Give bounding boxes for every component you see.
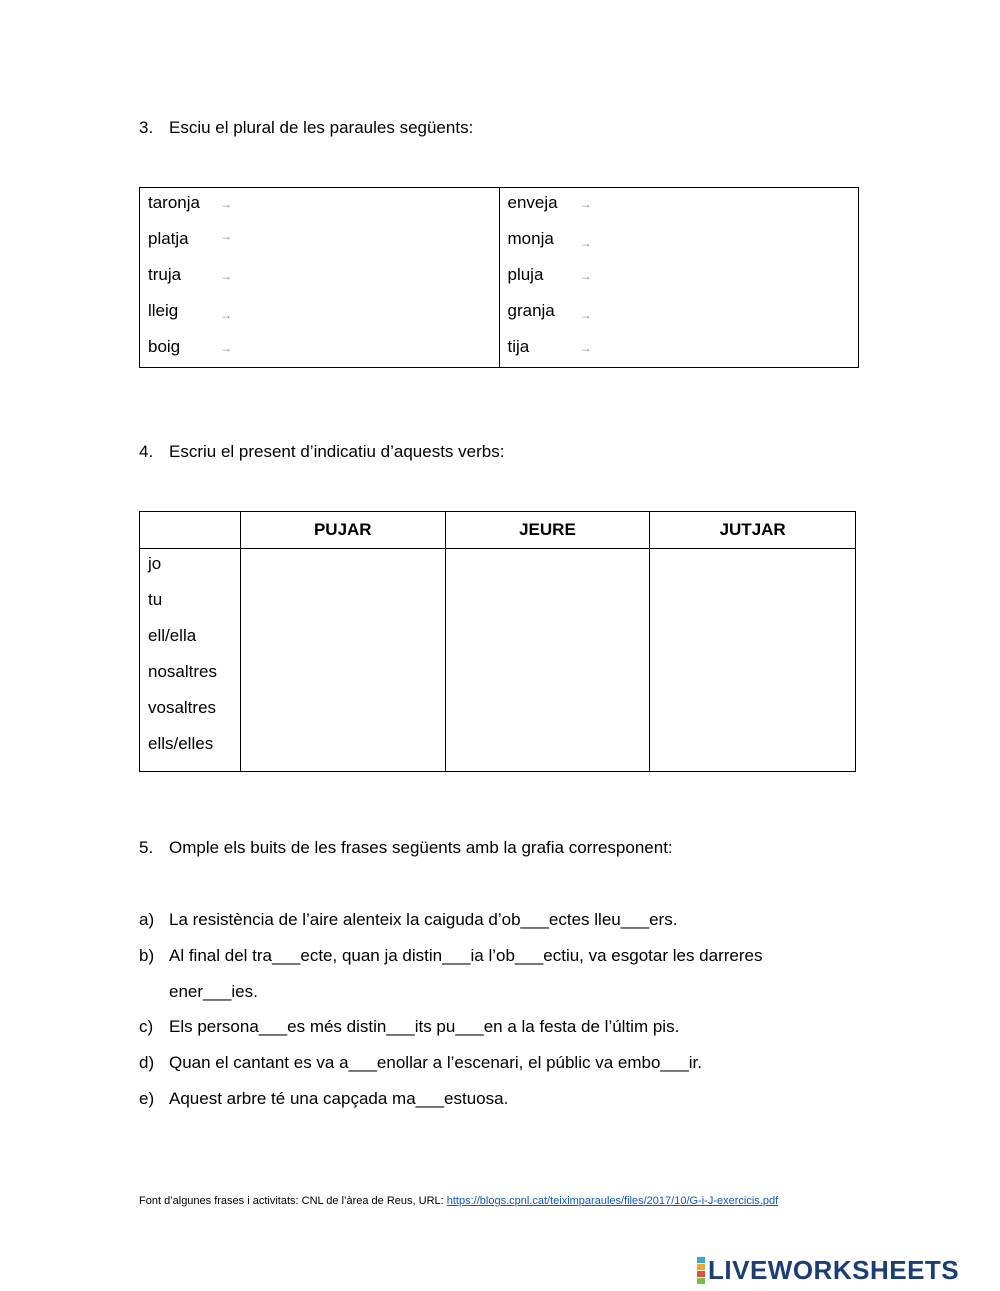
- person-label: nosaltres: [148, 662, 217, 681]
- question-text: Omple els buits de les frases següents amb la grafia corresponent:: [169, 838, 673, 857]
- word: granja: [507, 301, 555, 320]
- arrow-icon: →: [579, 236, 592, 250]
- question-5-heading: [139, 838, 673, 858]
- plural-column-right: [499, 188, 859, 367]
- word: tija: [507, 337, 530, 356]
- plural-column-left: [140, 188, 499, 367]
- sentence-text: Els persona___es més distin___its pu___en a la festa de l’últim pis.: [169, 1017, 680, 1036]
- source-footer: [139, 1195, 778, 1207]
- verb-conjugation-table: [139, 511, 856, 772]
- header-jeure: JEURE: [445, 512, 650, 549]
- plural-table: [139, 187, 859, 368]
- word: truja: [148, 265, 182, 284]
- sentence-text: Aquest arbre té una capçada ma___estuosa.: [169, 1089, 509, 1108]
- arrow-icon: →: [220, 197, 232, 211]
- sentence-label: e): [139, 1089, 155, 1108]
- sentence-d: [139, 1053, 702, 1073]
- person-label: jo: [148, 554, 162, 573]
- header-pujar: PUJAR: [240, 512, 445, 549]
- plural-row: [148, 262, 499, 298]
- word: enveja: [507, 193, 558, 212]
- answer-cell-jutjar[interactable]: [650, 549, 856, 772]
- person-label: tu: [148, 590, 163, 609]
- question-text: Escriu el present d’indicatiu d’aquests verbs:: [169, 442, 505, 461]
- word: boig: [148, 337, 181, 356]
- sentence-text: Al final del tra___ecte, quan ja distin___ia l’ob___ectiu, va esgotar les darreres: [169, 946, 763, 965]
- plural-row: [148, 334, 499, 370]
- sentence-b: [139, 946, 762, 966]
- word: monja: [507, 229, 554, 248]
- arrow-icon: →: [579, 308, 592, 322]
- plural-row: [508, 190, 859, 226]
- question-number: 3.: [139, 118, 154, 137]
- sentence-e: [139, 1089, 508, 1109]
- plural-row: [148, 190, 499, 226]
- plural-row: [508, 226, 859, 262]
- source-link[interactable]: https://blogs.cpnl.cat/teiximparaules/files/2017/10/G-i-J-exercicis.pdf: [446, 1195, 779, 1207]
- arrow-icon: →: [220, 308, 232, 322]
- arrow-icon: →: [579, 269, 592, 283]
- plural-row: [508, 262, 859, 298]
- person-label: ell/ella: [148, 626, 197, 645]
- arrow-icon: →: [220, 229, 232, 243]
- arrow-icon: →: [220, 341, 232, 355]
- plural-row: [508, 334, 859, 370]
- sentence-c: [139, 1017, 679, 1037]
- question-3-heading: [139, 118, 473, 138]
- persons-cell: [140, 549, 241, 772]
- plural-row: [508, 298, 859, 334]
- arrow-icon: →: [220, 269, 232, 283]
- question-4-heading: [139, 442, 504, 462]
- answer-cell-pujar[interactable]: [240, 549, 445, 772]
- plural-row: [148, 298, 499, 334]
- sentence-text: Quan el cantant es va a___enollar a l’escenari, el públic va embo___ir.: [169, 1053, 703, 1072]
- question-number: 4.: [139, 442, 154, 461]
- word: lleig: [148, 301, 179, 320]
- arrow-icon: →: [579, 341, 592, 355]
- table-row: [140, 549, 856, 772]
- liveworksheets-logo: [697, 1256, 959, 1284]
- header-jutjar: JUTJAR: [650, 512, 856, 549]
- header-cell-empty: [140, 512, 241, 549]
- logo-text: LIVEWORKSHEETS: [708, 1254, 960, 1285]
- person-label: vosaltres: [148, 698, 217, 717]
- sentence-label: c): [139, 1017, 154, 1036]
- table-header-row: [140, 512, 856, 549]
- sentence-a: [139, 910, 677, 930]
- sentence-text: La resistència de l’aire alenteix la caiguda d’ob___ectes lleu___ers.: [169, 910, 678, 929]
- word: taronja: [148, 193, 200, 212]
- logo-icon: [697, 1257, 705, 1284]
- arrow-icon: →: [579, 197, 592, 211]
- word: platja: [148, 229, 189, 248]
- word: pluja: [507, 265, 544, 284]
- sentence-b-continuation: ener___ies.: [169, 982, 258, 1001]
- answer-cell-jeure[interactable]: [445, 549, 650, 772]
- sentence-label: d): [139, 1053, 155, 1072]
- sentence-label: b): [139, 946, 155, 965]
- question-number: 5.: [139, 838, 154, 857]
- footer-text: Font d’algunes frases i activitats: CNL de l’àrea de Reus, URL:: [139, 1195, 447, 1207]
- sentence-label: a): [139, 910, 155, 929]
- person-label: ells/elles: [148, 734, 214, 753]
- question-text: Esciu el plural de les paraules següents:: [169, 118, 474, 137]
- plural-row: [148, 226, 499, 262]
